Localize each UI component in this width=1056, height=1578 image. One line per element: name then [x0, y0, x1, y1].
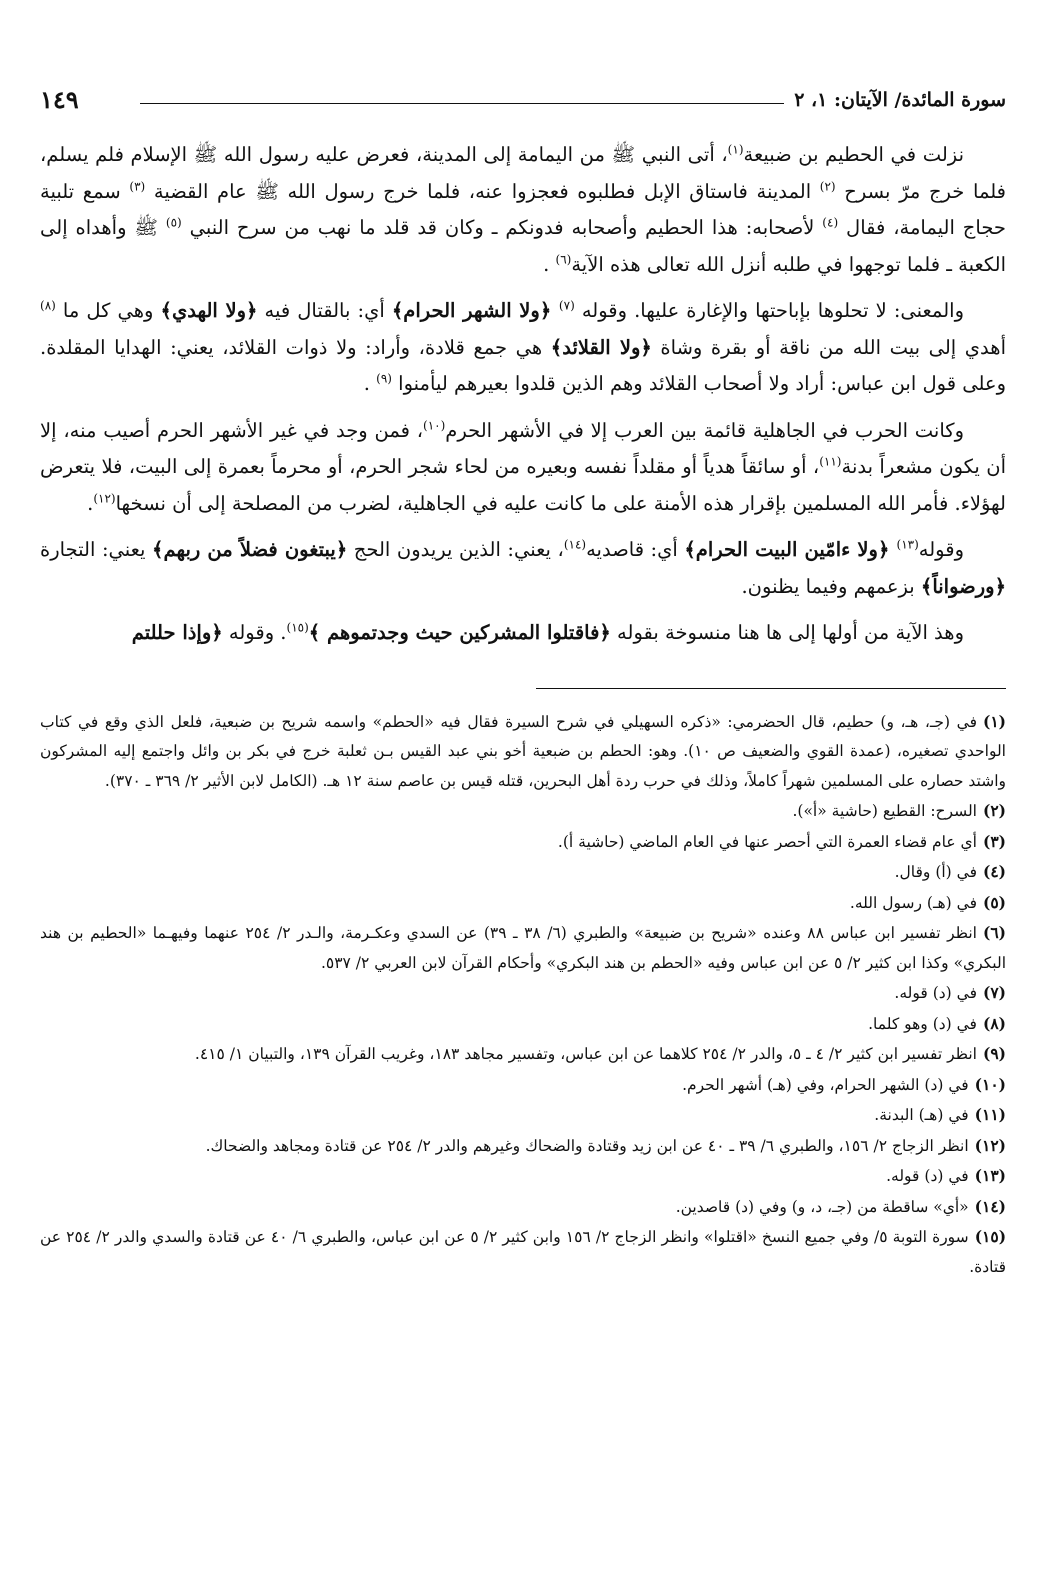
footnote-ref: (٨): [40, 298, 56, 313]
text-run: والمعنى: لا تحلوها بإباحتها والإغارة عليها. وقوله: [574, 299, 964, 322]
footnote-ref: (٥): [165, 215, 182, 230]
footnote-text: «أي» ساقطة من (جـ، د، و) وفي (د) قاصدين.: [675, 1197, 969, 1216]
footnote: [40, 1070, 1006, 1101]
text-run: .: [543, 252, 556, 276]
footnote-number: (٨): [982, 1013, 1006, 1033]
footnote-text: في (هـ) رسول الله.: [849, 893, 977, 912]
text-run: وهي كل ما: [55, 299, 161, 322]
text-run: بزعمهم وفيما يظنون.: [741, 574, 921, 598]
text-run: أي: قاصديه: [586, 538, 685, 561]
footnote: [40, 1039, 1006, 1070]
footnote-number: (٩): [982, 1044, 1006, 1063]
book-page: [40, 85, 1006, 1282]
footnote-number: (٧): [982, 983, 1006, 1002]
footnote: [40, 796, 1006, 827]
footnote: [40, 1131, 1006, 1162]
text-run: وقوله: [918, 538, 964, 561]
footnote-number: (١٣): [974, 1166, 1006, 1185]
text-run: أهدي إلى بيت الله من ناقة أو بقرة وشاة: [651, 335, 1006, 359]
footnote-number: (٤): [982, 862, 1006, 881]
footnote-number: (١٤): [974, 1196, 1006, 1216]
footnotes-section: [40, 688, 1006, 1283]
footnote-number: (٥): [982, 892, 1006, 912]
footnote-text: السرح: القطيع (حاشية «أ»).: [792, 802, 977, 820]
quran-quote: ﴿ورضواناً﴾: [920, 574, 1006, 598]
footnote-number: (٢): [982, 801, 1006, 820]
footnote-ref: (٢): [819, 179, 836, 193]
footnote: [40, 888, 1006, 919]
footnote-ref: (٦): [555, 252, 572, 266]
main-text: [40, 137, 1006, 652]
footnote: [40, 827, 1006, 858]
running-head-rule: [140, 103, 784, 104]
footnote: [40, 1100, 1006, 1131]
text-run: يعني: التجارة: [40, 538, 153, 561]
footnote-ref: (١٥): [286, 620, 309, 635]
footnote-text: في (جـ، هـ، و) حطيم، قال الحضرمي: «ذكره السهيلي في شرح السيرة فقال فيه «الحطم» واسمه شريح بن ضبعية، فلعل الذي وقع في كتاب الواحدي تصغيره، (عمدة القوي والضعيف ص ١٠). وهو: الحطم بن ضبعية أخو بني عبد القيس بـن ثعلبة خرج في بكر بن وائل واجتمع إليه المشركون واشتد حصاره على المسلمين شهراً كاملاً، وذلك في حرب ردة أهل البحرين، قتله قيس بن عاصم سنة ١٢ هـ. (الكامل لابن الأثير ٢/ ٣٦٩ ـ ٣٧٠).: [40, 712, 1006, 790]
footnotes-list: [40, 707, 1006, 1283]
footnote-ref: (١٤): [563, 537, 587, 552]
footnote-ref: (١٣): [896, 537, 919, 552]
footnote-text: في (أ) وقال.: [894, 863, 977, 881]
footnote-ref: (٤): [822, 215, 839, 230]
text-run: ، فمن وجد في غير الأشهر الحرم أصيب منه، إلا أن يكون مشعراً بدنة: [40, 418, 1006, 478]
quran-quote: ﴿فاقتلوا المشركين حيث وجدتموهم ﴾: [308, 621, 611, 644]
footnote: [40, 1161, 1006, 1192]
footnote-number: (٣): [982, 831, 1006, 851]
footnote-text: انظر الزجاج ٢/ ١٥٦، والطبري ٦/ ٣٩ ـ ٤٠ عن ابن زيد وقتادة والضحاك وغيرهم والدر ٢/ ٢٥٤ عن قتادة ومجاهد والضحاك.: [205, 1136, 969, 1155]
footnote: [40, 1222, 1006, 1282]
footnote-text: في (د) وهو كلما.: [868, 1014, 977, 1033]
footnote: [40, 1009, 1006, 1040]
footnote-number: (١٥): [974, 1227, 1007, 1246]
footnote-ref: (١٠): [423, 418, 446, 432]
text-run: ﷺ وأهداه إلى الكعبة ـ فلما توجهوا في طلبه أنزل الله تعالى هذه الآية: [40, 216, 1006, 276]
footnote-text: في (هـ) البدنة.: [874, 1106, 969, 1124]
running-head-title: سورة المائدة/ الآيتان: ١، ٢: [794, 89, 1006, 111]
footnote: [40, 1192, 1006, 1223]
footnote-text: سورة التوبة ٥/ وفي جميع النسخ «اقتلوا» وانظر الزجاج ٢/ ١٥٦ وابن كثير ٢/ ٥ عن ابن عباس، والطبري ٦/ ٤٠ عن قتادة والسدي والدر ٢/ ٢٥٤ عن قتادة.: [40, 1228, 1006, 1276]
footnote-ref: (٣): [129, 179, 146, 193]
footnote-number: (١١): [974, 1105, 1006, 1124]
paragraph: [40, 532, 1006, 605]
paragraph: [40, 137, 1006, 283]
text-run: .: [87, 491, 94, 515]
text-run: سمع تلبية حجاج اليمامة، فقال: [40, 179, 1006, 239]
quran-quote: ﴿ولا الهدي﴾: [160, 299, 258, 322]
footnote-text: انظر تفسير ابن عباس ٨٨ وعنده «شريح بن ضبيعة» والطبري (٦/ ٣٨ ـ ٣٩) عن السدي وعكـرمة، والـدر ٢/ ٢٥٤ عنهما وفيهـما «الحطيم بن هند البكري» وكذا ابن كثير ٢/ ٥ عن ابن عباس وفيه «الحطم بن هند البكري» وأحكام القرآن لابن العربي ٢/ ٥٣٧.: [40, 924, 1006, 972]
footnote-number: (٦): [982, 923, 1006, 942]
text-run: وكانت الحرب في الجاهلية قائمة بين العرب إلا في الأشهر الحرم: [445, 418, 964, 442]
text-run: نزلت في الحطيم بن ضبيعة: [743, 143, 964, 166]
paragraph: [40, 615, 1006, 652]
text-run: .: [363, 372, 377, 395]
paragraph: [40, 413, 1006, 523]
text-run: المدينة فاستاق الإبل فطلبوه فعجزوا عنه، فلما خرج رسول الله ﷺ عام القضية: [145, 179, 820, 203]
quran-quote: ﴿ولا ءامّين البيت الحرام﴾: [684, 538, 897, 561]
footnote: [40, 918, 1006, 978]
quran-quote: ﴿ولا الشهر الحرام﴾: [391, 299, 559, 322]
footnote-number: (١٢): [974, 1135, 1006, 1155]
text-run: ، أتى النبي ﷺ من اليمامة إلى المدينة، فعرض عليه رسول الله ﷺ الإسلام فلم يسلم، فلما خرج مرّ بسرح: [40, 143, 1006, 203]
text-run: هي جمع قلادة، وأراد: ولا ذوات القلائد، يعني: الهدايا المقلدة. وعلى قول ابن عباس: أراد ولا أصحاب القلائد وهم الذين قلدوا بعيرهم ليأمنوا: [40, 335, 1006, 395]
footnote-text: في (د) قوله.: [894, 984, 977, 1002]
quran-quote: ﴿ولا القلائد﴾: [550, 335, 652, 359]
footnote-separator: [536, 688, 1006, 689]
running-head: [40, 85, 1006, 125]
text-run: لأصحابه: هذا الحطيم وأصحابه فدونكم ـ وكان قد قلد ما نهب من سرح النبي: [181, 216, 823, 239]
footnote-text: في (د) الشهر الحرام، وفي (هـ) أشهر الحرم.: [682, 1075, 969, 1094]
footnote-text: انظر تفسير ابن كثير ٢/ ٤ ـ ٥، والدر ٢/ ٢٥٤ كلاهما عن ابن عباس، وتفسير مجاهد ١٨٣، وغريب القرآن ١٣٩، والتبيان ١/ ٤١٥.: [194, 1045, 977, 1063]
text-run: . وقوله: [222, 621, 287, 644]
footnote-ref: (١٢): [93, 491, 116, 505]
footnote-text: في (د) قوله.: [886, 1167, 969, 1185]
footnote-ref: (٧): [558, 298, 575, 313]
footnote-ref: (١١): [819, 454, 842, 469]
page-number: ١٤٩: [40, 85, 79, 114]
text-run: ، أو سائقاً هدياً أو مقلداً نفسه وبعيره من لحاء شجر الحرم، أو محرماً بعمرة إلى البيت، فلا يتعرض لهؤلاء. فأمر الله المسلمين بإقرار هذه الأمنة على ما كانت عليه في الجاهلية، لضرب من المصلحة إلى أن نسخها: [40, 455, 1006, 515]
footnote: [40, 707, 1006, 797]
text-run: ، يعني: الذين يريدون الحج: [347, 538, 564, 561]
footnote-ref: (٩): [376, 371, 392, 386]
footnote: [40, 978, 1006, 1009]
text-run: أي: بالقتال فيه: [257, 299, 392, 322]
paragraph: [40, 293, 1006, 403]
footnote-text: أي عام قضاء العمرة التي أحصر عنها في العام الماضي (حاشية أ).: [557, 832, 977, 851]
text-run: وهذ الآية من أولها إلى ها هنا منسوخة بقوله: [610, 621, 964, 644]
quran-quote: ﴿يبتغون فضلاً من ربهم﴾: [152, 538, 348, 561]
footnote-ref: (١): [727, 142, 744, 157]
footnote: [40, 857, 1006, 888]
footnote-number: (١): [982, 711, 1006, 731]
quran-quote: ﴿وإذا حللتم: [131, 621, 223, 644]
footnote-number: (١٠): [974, 1074, 1006, 1094]
